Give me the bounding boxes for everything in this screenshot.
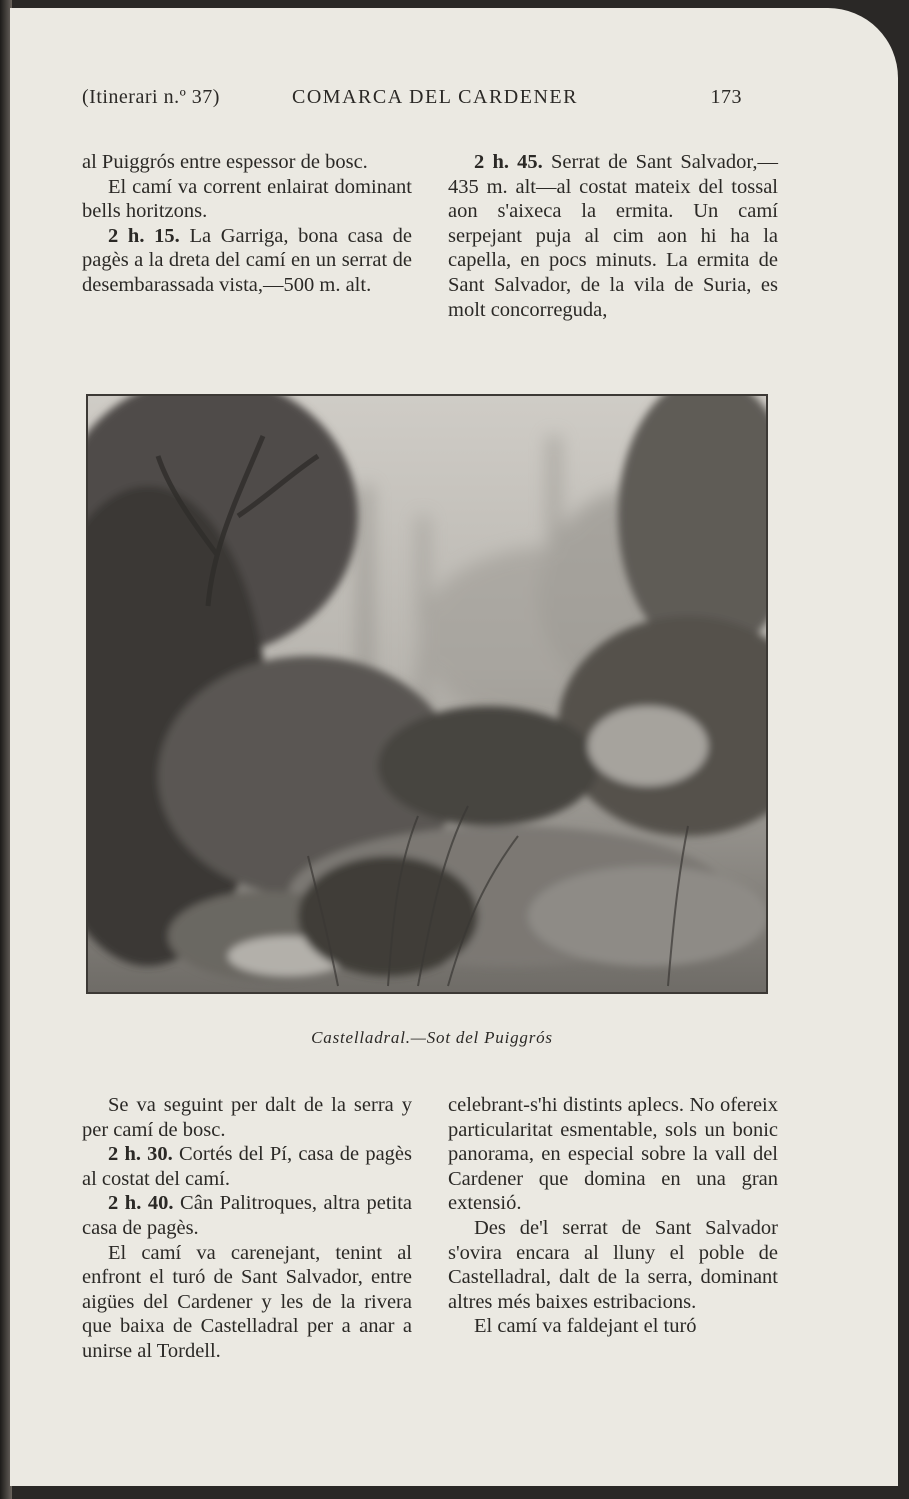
photo-caption: Castelladral.—Sot del Puiggrós [311,1028,553,1047]
paragraph: El camí va corrent enlairat dominant bells horitzons. [82,175,412,223]
page-number: 173 [710,86,742,108]
paragraph [82,1191,412,1240]
time-marker: 2 h. 30. [108,1143,173,1166]
running-title: COMARCA DEL CARDENER [292,86,578,108]
paragraph-text: Serrat de Sant Salvador,—435 m. alt—al costat mateix del tossal aon s'aixeca la ermita. Un camí serpejant puja al cim aon hi ha la capella, en pocs minuts. La ermita de Sant Salvador, de la vila de Suria, es molt concorreguda, [448,151,778,321]
text-column-bottom-left [82,1093,412,1364]
time-marker: 2 h. 45. [474,151,543,173]
time-marker: 2 h. 40. [108,1192,174,1215]
text-column-top-right [448,150,778,322]
paragraph: Se va seguint per dalt de la serra y per camí de bosc. [82,1094,412,1141]
paragraph [448,150,778,322]
paragraph: Des de'l serrat de Sant Salvador s'ovira encara al lluny el poble de Castelladral, dalt de la serra, dominant altres més baixes estribacions. [448,1216,778,1313]
paragraph: El camí va carenejant, tenint al enfront el turó de Sant Salvador, entre aigües del Cardener y les de la rivera que baixa de Castelladral per a anar a unirse al Tordell. [82,1241,412,1362]
paragraph-text: La Garriga, bona casa de pagès a la dreta del camí en un serrat de desembarassada vista,—500 m. alt. [82,224,412,296]
photo-image [88,396,766,992]
text-column-bottom-right [448,1093,778,1339]
paragraph: celebrant-s'hi distints aplecs. No ofereix particularitat esmentable, sols un bonic panorama, en especial sobre la vall del Cardener que domina en una gran extensió. [448,1094,778,1215]
paragraph: El camí va faldejant el turó [474,1315,697,1338]
paragraph-text: Cortés del Pí, casa de pagès al costat del camí. [82,1143,412,1190]
paragraph: al Puiggrós entre espessor de bosc. [82,151,368,173]
text-column-top-left [82,150,412,298]
paragraph [82,224,412,298]
itinerary-number: (Itinerari n.º 37) [82,86,220,108]
landscape-photograph [86,394,768,994]
time-marker: 2 h. 15. [108,224,180,247]
paragraph [82,1142,412,1191]
running-header [82,86,742,116]
paragraph-text: Cân Palitroques, altra petita casa de pagès. [82,1192,413,1239]
